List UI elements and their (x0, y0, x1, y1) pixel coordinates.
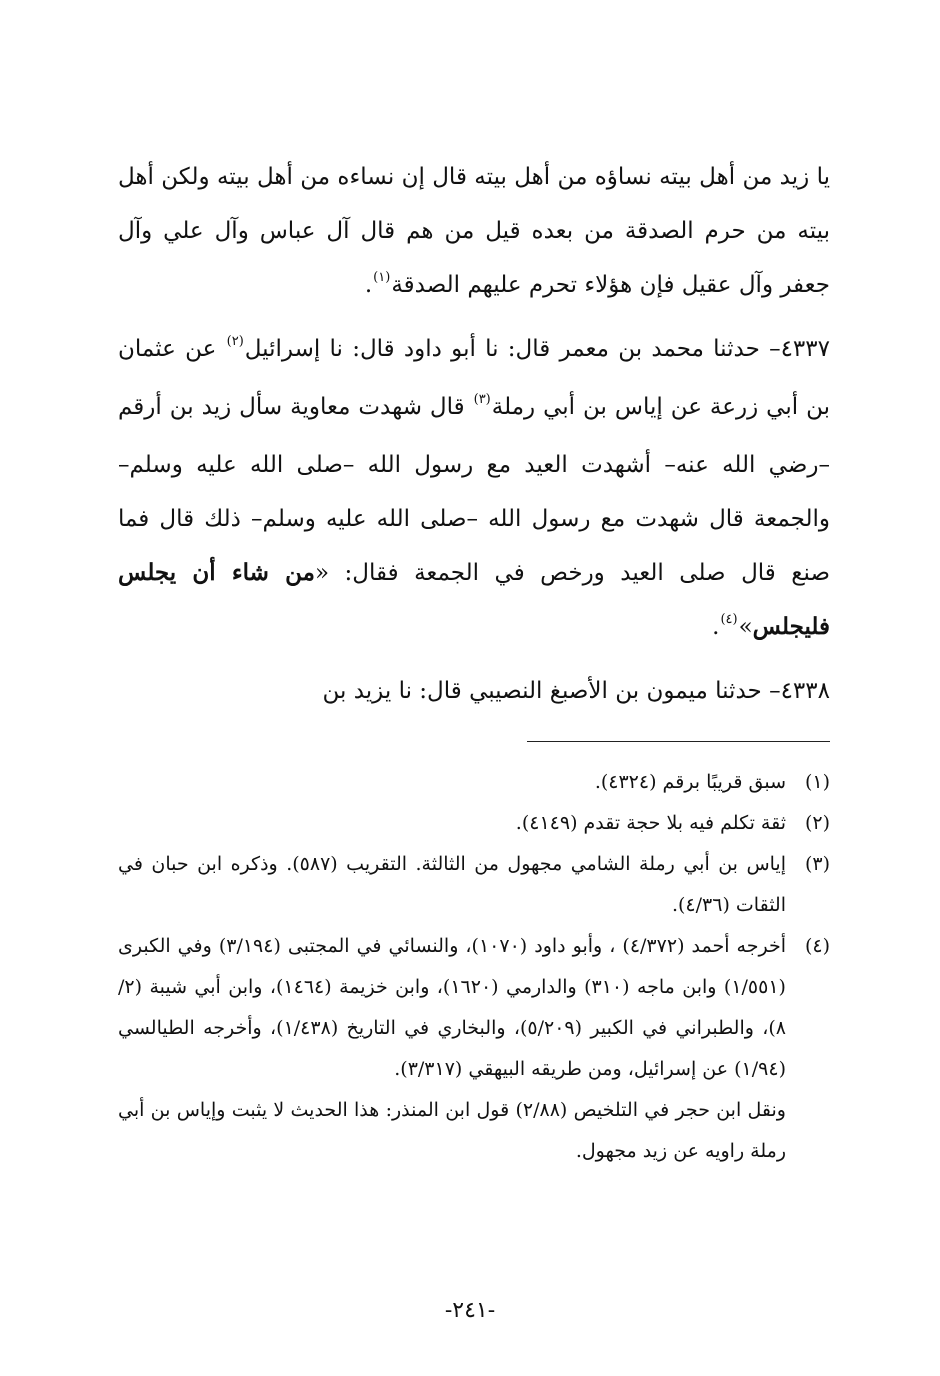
footnote-1 (118, 762, 830, 803)
footnote-text: أخرجه أحمد (٤/٣٧٢) ، وأبو داود (١٠٧٠)، والنسائي في المجتبى (٣/١٩٤) وفي الكبرى (١/٥٥١) وابن ماجه (٣١٠) والدارمي (١٦٢٠)، وابن خزيمة (١٤٦٤)، وابن أبي شيبة (٢/ ٨)، والطبراني في الكبير (٥/٢٠٩)، والبخاري في التاريخ (١/٤٣٨)، وأخرجه الطيالسي (١/٩٤) عن إسرائيل، ومن طريقه البيهقي (٣/٣١٧). (118, 935, 787, 1080)
hadith-chain-part-2: عن عثمان بن أبي زرعة عن إياس بن أبي رملة (118, 336, 830, 420)
footnote-separator (527, 741, 830, 742)
footnote-number: (٢) (804, 812, 830, 834)
footnote-ref-1: (١) (373, 270, 391, 285)
hadith-chain-part-1: حدثنا ميمون بن الأصبغ النصيبي قال: نا يزيد بن (322, 678, 762, 704)
footnote-ref-3: (٣) (473, 392, 491, 407)
footnote-4-continuation: ونقل ابن حجر في التلخيص (٢/٨٨) قول ابن المنذر: هذا الحديث لا يثبت وإياس بن أبي رملة راويه عن زيد مجهول. (118, 1099, 786, 1162)
page-number: -٢٤١- (444, 1298, 496, 1323)
footnote-4 (118, 926, 830, 1090)
footnote-ref-4: (٤) (720, 612, 738, 627)
hadith-4337 (118, 322, 830, 658)
hadith-quote: من شاء أن يجلس فليجلس (118, 559, 830, 640)
footnote-text: إياس بن أبي رملة الشامي مجهول من الثالثة. التقريب (٥٨٧). وذكره ابن حبان في الثقات (٤/٣٦). (118, 853, 786, 916)
hadith-number: ٤٣٣٧– (769, 336, 830, 362)
hadith-end: . (712, 614, 720, 640)
footnote-text: ثقة تكلم فيه بلا حجة تقدم (٤١٤٩). (515, 812, 786, 834)
footnote-number: (١) (804, 771, 830, 793)
paragraph-continuation (118, 150, 830, 316)
footnote-number: (٣) (804, 853, 830, 875)
main-text (118, 150, 830, 718)
quote-close: » (738, 614, 753, 640)
footnote-text: سبق قريبًا برقم (٤٣٢٤). (594, 771, 786, 793)
paragraph-text: يا زيد من أهل بيته نساؤه من أهل بيته قال إن نساءه من أهل بيته ولكن أهل بيته من حرم الصدقة من بعده قيل من هم قال آل عباس وآل علي وآل جعفر وآل عقيل فإن هؤلاء تحرم عليهم الصدقة (118, 164, 830, 298)
paragraph-end: . (364, 272, 373, 298)
footnote-ref-2: (٢) (226, 334, 244, 349)
hadith-chain-part-1: حدثنا محمد بن معمر قال: نا أبو داود قال: نا إسرائيل (244, 336, 760, 362)
footnote-number: (٤) (804, 935, 830, 957)
footnotes (118, 762, 830, 1172)
hadith-matn: قال شهدت معاوية سأل زيد بن أرقم –رضي الله عنه– أشهدت العيد مع رسول الله –صلى الله عليه وسلم– والجمعة قال شهدت مع رسول الله –صلى الله عليه وسلم– ذلك قال فما صنع قال صلى العيد ورخص في الجمعة فقال: « (118, 394, 830, 586)
hadith-number: ٤٣٣٨– (769, 678, 830, 704)
footnote-2 (118, 803, 830, 844)
hadith-4338 (118, 664, 830, 718)
footnote-3 (118, 844, 830, 926)
